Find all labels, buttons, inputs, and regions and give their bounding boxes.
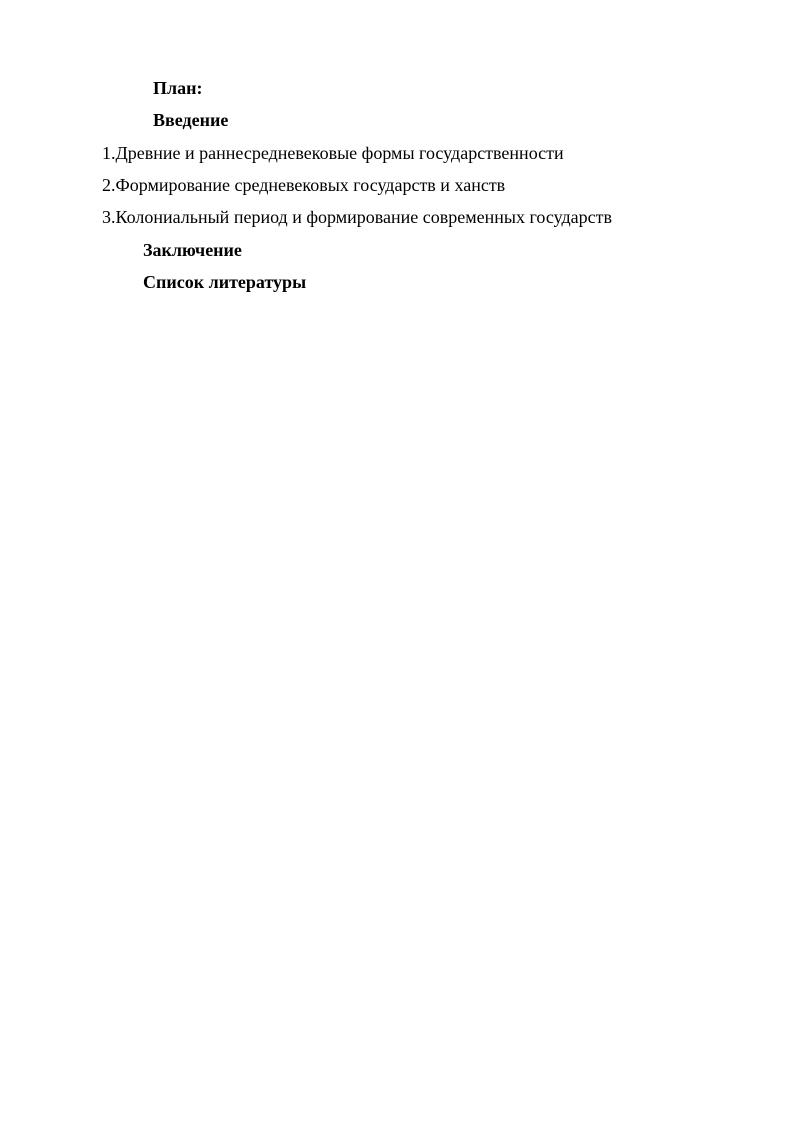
intro-heading: Введение: [153, 110, 229, 130]
plan-item-text: Колониальный период и формирование современных государств: [115, 207, 612, 227]
plan-item-text: Древние и раннесредневековые формы государственности: [115, 143, 564, 163]
plan-item-number: 2.: [102, 175, 116, 195]
plan-item-2: [102, 174, 505, 196]
conclusion-heading: Заключение: [143, 240, 242, 260]
plan-item-3: [102, 206, 612, 228]
plan-item-1: [102, 142, 564, 164]
plan-item-number: 3.: [102, 207, 116, 227]
plan-title: План:: [153, 78, 203, 98]
plan-item-text: Формирование средневековых государств и ханств: [115, 175, 506, 195]
references-heading: Список литературы: [143, 272, 307, 292]
plan-item-number: 1.: [102, 143, 116, 163]
